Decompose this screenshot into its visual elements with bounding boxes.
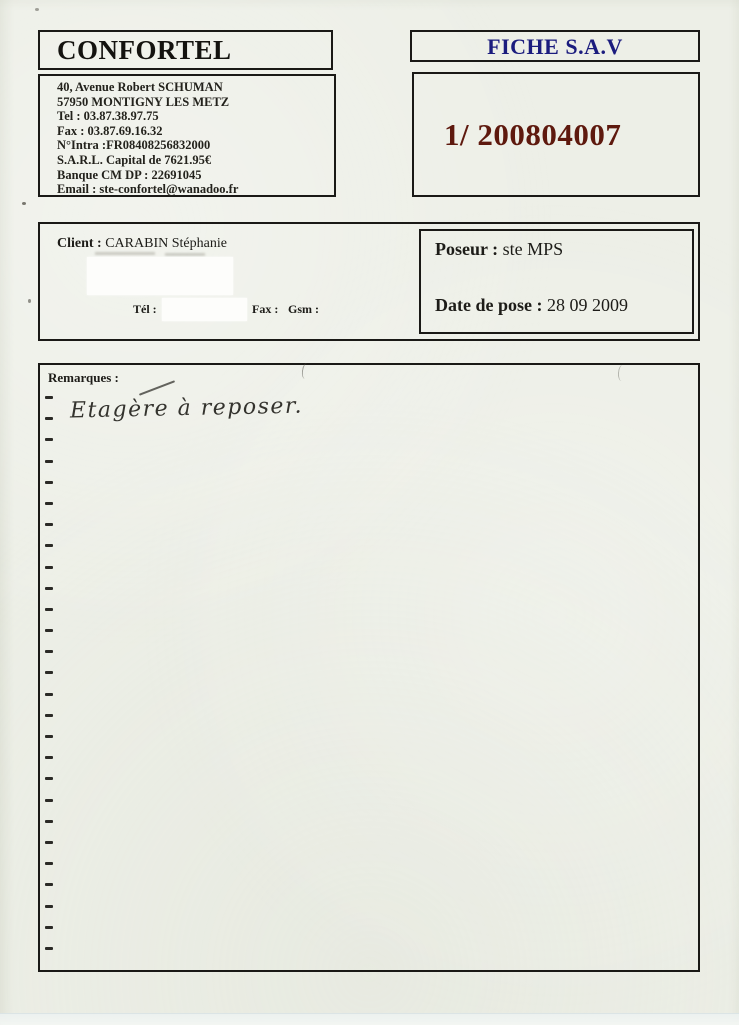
company-title-box	[38, 30, 333, 70]
remark-dash	[45, 608, 53, 611]
installer-value: ste MPS	[502, 239, 564, 259]
form-number: 1/ 200804007	[444, 117, 622, 152]
remark-dash	[45, 926, 53, 929]
remark-dash	[45, 714, 53, 717]
company-capital-line: S.A.R.L. Capital de 7621.95€	[57, 152, 212, 167]
remark-dash	[45, 544, 53, 547]
remark-dash	[45, 883, 53, 886]
installer-box	[419, 229, 694, 334]
company-email-line: Email : ste-confortel@wanadoo.fr	[57, 182, 239, 197]
remark-dash	[45, 523, 53, 526]
scan-bottom-edge	[0, 1013, 739, 1025]
remark-dash	[45, 862, 53, 865]
erased-text-ghost	[165, 253, 205, 256]
scan-speck	[28, 299, 31, 303]
remark-dash	[45, 799, 53, 802]
remark-dash	[45, 650, 53, 653]
company-address-box	[38, 74, 336, 197]
remark-dash	[45, 566, 53, 569]
client-name: CARABIN Stéphanie	[105, 236, 227, 251]
remark-dash	[45, 905, 53, 908]
company-phone-line: Tel : 03.87.38.97.75	[57, 109, 159, 124]
remarks-label: Remarques :	[48, 370, 119, 385]
remark-dash	[45, 671, 53, 674]
remark-dash	[45, 502, 53, 505]
install-date-label: Date de pose :	[435, 295, 543, 315]
erased-text-ghost	[95, 252, 155, 255]
handwritten-slash-mark	[139, 380, 175, 395]
remarks-section-box	[38, 363, 700, 972]
installer-label: Poseur :	[435, 239, 499, 259]
client-label: Client :	[57, 236, 102, 251]
phone-redaction-box	[162, 298, 247, 321]
remark-dash	[45, 820, 53, 823]
remark-dash	[45, 460, 53, 463]
remark-dash	[45, 587, 53, 590]
handwritten-note: Etagère à reposer.	[69, 393, 304, 424]
remark-dash	[45, 777, 53, 780]
scan-speck	[35, 8, 39, 11]
remark-dash	[45, 629, 53, 632]
stray-pen-mark	[617, 365, 626, 382]
form-title-box	[410, 30, 700, 62]
gsm-label: Gsm :	[288, 302, 319, 316]
client-line	[57, 236, 227, 252]
installer-line	[435, 239, 563, 260]
company-fax-line: Fax : 03.87.69.16.32	[57, 123, 163, 138]
install-date-line	[435, 295, 628, 316]
stray-pen-mark	[301, 363, 311, 380]
remark-dash	[45, 735, 53, 738]
company-address-line: 40, Avenue Robert SCHUMAN	[57, 80, 223, 94]
company-address-line: 57950 MONTIGNY LES METZ	[57, 94, 230, 109]
company-name: CONFORTEL	[57, 35, 232, 65]
remark-dash	[45, 417, 53, 420]
remark-dash	[45, 947, 53, 950]
remark-dash	[45, 756, 53, 759]
company-bank-line: Banque CM DP : 22691045	[57, 167, 202, 182]
fax-label: Fax :	[252, 302, 279, 316]
form-number-box	[412, 72, 700, 197]
scan-speck	[22, 202, 26, 205]
form-title: FICHE S.A.V	[487, 34, 623, 59]
remark-dash	[45, 693, 53, 696]
address-redaction-box	[87, 257, 233, 295]
tel-label: Tél :	[133, 302, 157, 316]
remark-dash	[45, 438, 53, 441]
remark-dash	[45, 396, 53, 399]
remark-dash	[45, 481, 53, 484]
company-vat-line: N°Intra :FR08408256832000	[57, 138, 211, 153]
client-section-box	[38, 222, 700, 341]
dash-list	[45, 396, 53, 968]
install-date-value: 28 09 2009	[546, 295, 628, 315]
remark-dash	[45, 841, 53, 844]
